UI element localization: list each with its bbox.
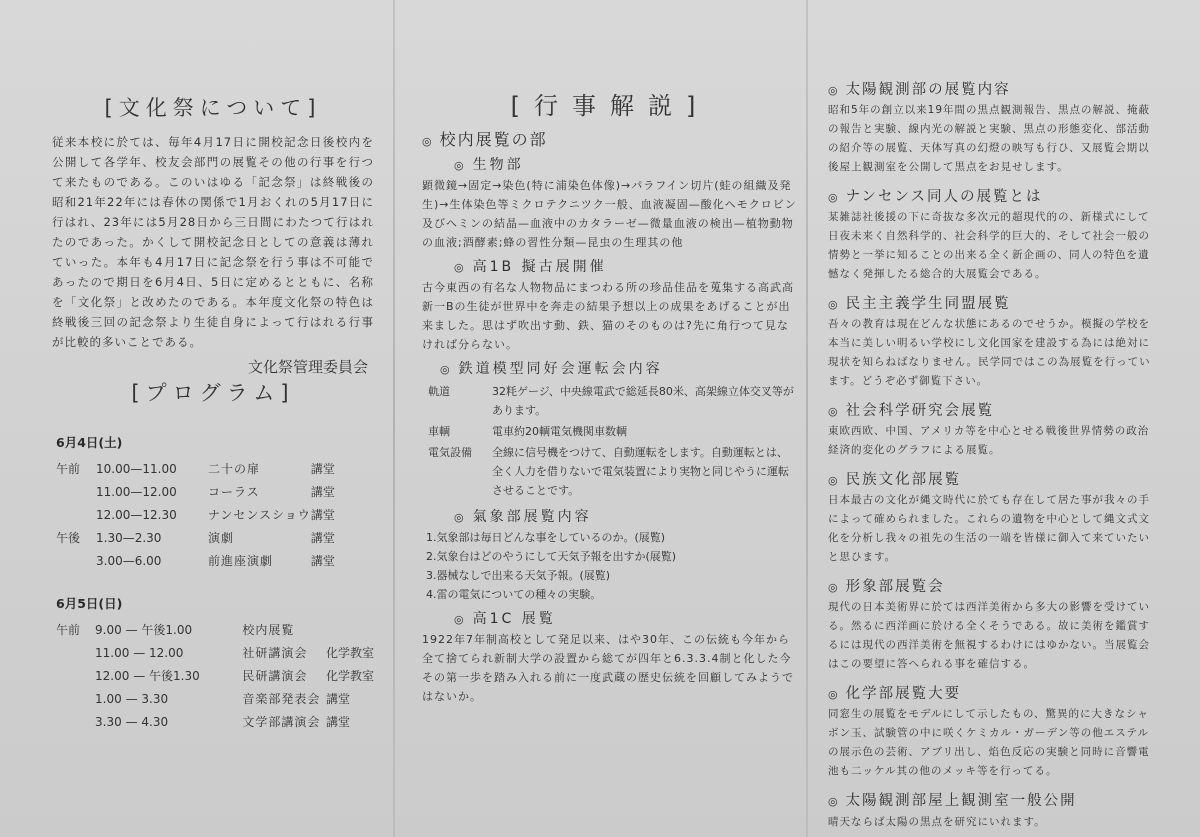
social-science-heading [828, 399, 1156, 420]
table-row [424, 443, 796, 500]
social-science-text: 東欧西欧、中国、アメリカ等を中心とせる戦後世界情勢の政治経済的変化のグラフによる展覧。 [828, 425, 1150, 456]
class-1b-heading [454, 256, 798, 276]
table-row [424, 382, 796, 420]
folk-culture-text: 日本最古の文化が縄文時代に於ても存在して居た事が我々の手によって確められました。これらの遺物を中心として縄文式文化を分析し我々の祖先の生活の一端を皆様に御入て来ていたいと思ひます。 [828, 494, 1150, 563]
time-cell: 11.00—12.00 [96, 484, 177, 499]
class-1c-heading-label: 高1C 展覧 [472, 611, 556, 627]
bullet-icon: ◎ [454, 613, 467, 626]
period-cell [52, 480, 96, 503]
bullet-icon: ◎ [454, 159, 467, 172]
period-cell [52, 664, 95, 687]
solar-exhibit-heading-label: 太陽観測部の展覧内容 [845, 82, 1011, 98]
nonsense-text: 某雑誌社後援の下に奇抜な多次元的超現代的の、新様式にして日夜未来く自然科学的、社会科学的巨大的、そして社会一般の情勢と一挙に知ることの出来る全く新企画の、同人の特色を遺憾なく発揮したる総合的大展覧会である。 [828, 211, 1150, 280]
time-cell: 11.00 — 12.00 [95, 645, 184, 660]
railway-heading-label: 鉄道模型同好会運転会内容 [458, 361, 663, 377]
time-cell: 3.00—6.00 [96, 553, 162, 568]
period-cell [52, 710, 95, 733]
event-cell: コーラス [208, 485, 260, 499]
venue-cell: 講堂 [310, 531, 335, 545]
solar-exhibit-heading [828, 78, 1156, 99]
rail-key: 軌道 [428, 385, 450, 398]
period-cell [52, 503, 96, 526]
chemistry-text: 同窓生の展覧をモデルにして示したもの、驚異的に大きなシャボン玉、試験管の中に咲くケミカル・ガーデン等の他エステルの展示色の芸術、アブリ出し、焰色反応の実験と同時に音響電池も二ッケル其の他のメッキ等を行ってる。 [828, 708, 1150, 777]
bullet-icon: ◎ [828, 191, 840, 204]
weather-heading-label: 氣象部展覧内容 [472, 509, 592, 525]
venue-cell [326, 618, 374, 641]
exhibit-heading-label: 校内展覧の部 [439, 130, 548, 149]
venue-cell: 講堂 [310, 508, 335, 522]
day2-label: 6月5日(日) [56, 596, 123, 611]
railway-table [422, 380, 798, 502]
venue-cell: 講堂 [325, 715, 350, 729]
table-row [52, 664, 374, 687]
table-row [424, 422, 796, 441]
rail-value: 32粍ゲージ、中央線電武で総延長80米、高架線立体交叉等があります。 [492, 385, 794, 417]
festival-title: [文化祭について] [104, 96, 322, 120]
event-cell: 校内展覧 [242, 623, 295, 637]
time-cell: 3.30 — 4.30 [95, 714, 169, 729]
time-cell: 12.00—12.30 [96, 507, 177, 522]
events-title: [行事解説] [510, 92, 710, 120]
event-cell: 二十の扉 [208, 462, 261, 476]
list-item: 3.器械なしで出来る天気予報。(展覧) [426, 569, 611, 582]
event-cell: 文学部講演会 [242, 715, 321, 729]
exhibit-heading [422, 127, 798, 150]
period-cell [52, 549, 96, 572]
chemistry-heading-label: 化学部展覧大要 [845, 686, 962, 702]
list-item: 4.雷の電気についての種々の実験。 [426, 588, 602, 601]
chemistry-heading [828, 682, 1156, 703]
bullet-icon: ◎ [828, 298, 840, 311]
table-row [52, 503, 351, 526]
column-right [808, 0, 1200, 837]
venue-cell: 講堂 [325, 692, 350, 706]
fold-line-left [393, 0, 395, 837]
table-row [52, 687, 374, 710]
bullet-icon: ◎ [440, 363, 453, 376]
venue-cell: 化学教室 [325, 646, 374, 660]
democratic-league-heading [828, 292, 1156, 313]
class-1c-heading [454, 608, 798, 628]
table-row [52, 710, 374, 733]
art-club-heading [828, 575, 1156, 596]
rooftop-observatory-text: 晴天ならば太陽の黒点を研究にいれます。 [828, 816, 1046, 828]
bullet-icon: ◎ [828, 581, 840, 594]
nonsense-heading [828, 185, 1156, 206]
column-middle [396, 0, 808, 837]
day1-label: 6月4日(土) [56, 435, 123, 450]
event-cell: 前進座演劇 [208, 554, 274, 568]
biology-heading [454, 154, 798, 174]
rail-value: 電車約20輌電気機関車数輌 [492, 425, 627, 438]
column-left [0, 0, 392, 837]
table-row [52, 480, 351, 503]
class-1c-text: 1922年7年制高校として発足以来、はや30年、この伝統も今年から全て捨てられ新制大学の設置から総てが四年と6.3.3.4制と化した今その第一歩を踏み入れる前に一度武蔵の歴史伝統を回顧してみようではないか。 [422, 633, 794, 703]
bullet-icon: ◎ [422, 135, 434, 148]
program-title: [プログラム] [131, 381, 295, 405]
rooftop-observatory-heading-label: 太陽観測部屋上観測室一般公開 [845, 793, 1077, 809]
biology-text: 顕微鏡→固定→染色(特に浦染色体像)→パラフイン切片(蛙の組織及発生)→生体染色等ミクロテクニツク一般、血液凝固—酸化ヘモクロビン及びヘミンの結晶—血液中のカタラーゼ—微量血液の検出—植物動物の血液;酒酵素;蜂の習性分類—昆虫の生理其の他 [422, 179, 797, 249]
bullet-icon: ◎ [828, 474, 840, 487]
day1-schedule [52, 457, 351, 572]
event-cell: 演劇 [208, 531, 235, 545]
social-science-heading-label: 社会科学研究会展覧 [845, 403, 995, 419]
time-cell: 12.00 — 午後1.30 [95, 669, 200, 683]
table-row [52, 549, 351, 572]
list-item: 1.気象部は毎日どんな事をしているのか。(展覧) [426, 531, 666, 544]
solar-exhibit-text: 昭和5年の創立以来19年間の黒点観測報告、黒点の解説、掩蔽の報告と実験、線内光の解説と実験、黒点の形態変化、部活動の紹介等の展覧、天体写真の幻燈の映写も行ひ、又展覧会期以後屋上観測室を公開して黒点をお見せします。 [828, 104, 1151, 173]
table-row [52, 457, 351, 480]
weather-list [422, 528, 798, 604]
period-cell [52, 687, 95, 710]
democratic-league-heading-label: 民主主義学生同盟展覧 [845, 296, 1011, 312]
time-cell: 1.30—2.30 [96, 530, 162, 545]
democratic-league-text: 吾々の教育は現在どんな状態にあるのでせうか。模擬の学校を本当に美しい明るい学校にし文化国家を建設する為には絶対に現状を知らねばなりません。民学同ではこの為展覧を行っています。どうぞ必ず御覧下さい。 [828, 318, 1151, 387]
period-cell [52, 641, 95, 664]
day2-schedule [52, 618, 374, 733]
class-1b-heading-label: 高1B 擬古展開催 [472, 259, 607, 275]
bullet-icon: ◎ [454, 261, 467, 274]
rail-key: 車輌 [428, 425, 450, 438]
art-club-text: 現代の日本美術界に於ては西洋美術から多大の影響を受けている。然るに西洋画に於ける全くそうである。故に美術を鑑賞するには現代の西洋美術を無視するわけにはゆかない。当展覧会はこの要望に答へられる事を確信する。 [828, 601, 1150, 670]
venue-cell: 講堂 [310, 554, 335, 568]
period-cell: 午後 [56, 531, 81, 545]
bullet-icon: ◎ [828, 688, 840, 701]
folk-culture-heading-label: 民族文化部展覧 [845, 472, 962, 488]
bullet-icon: ◎ [828, 84, 840, 97]
venue-cell: 講堂 [310, 485, 335, 499]
event-cell: 社研講演会 [242, 646, 308, 660]
art-club-heading-label: 形象部展覧会 [845, 579, 945, 595]
event-cell: 民研講演会 [242, 669, 308, 683]
folk-culture-heading [828, 468, 1156, 489]
event-cell: ナンセンスショウ [208, 508, 311, 522]
event-cell: 音楽部発表会 [242, 692, 321, 706]
bullet-icon: ◎ [828, 795, 840, 808]
time-cell: 1.00 — 3.30 [95, 691, 169, 706]
table-row [52, 641, 374, 664]
venue-cell: 講堂 [310, 462, 335, 476]
time-cell: 10.00—11.00 [96, 461, 177, 476]
list-item: 2.気象台はどのやうにして天気予報を出すか(展覧) [426, 550, 677, 563]
venue-cell: 化学教室 [325, 669, 374, 683]
table-row [52, 526, 351, 549]
railway-heading [440, 358, 798, 378]
bullet-icon: ◎ [828, 405, 840, 418]
period-cell: 午前 [56, 462, 81, 476]
class-1b-text: 古今東西の有名な人物物品にまつわる所の珍品佳品を蒐集する高武高新一Bの生徒が世界中を奔走の結果予想以上の成果をあげることが出来ました。思はず吹出す動、鉄、猫のそのものは?先に角行つて見なければ分らない。 [422, 281, 794, 351]
biology-heading-label: 生物部 [472, 157, 524, 173]
festival-intro: 従来本校に於ては、毎年4月17日に開校記念日後校内を公開して各学年、校友会部門の展覧その他の行事を行つて来たものである。このいはゆる「記念祭」は終戦後の昭和21年22年には春休の関係で1月おくれの5月17日に行はれ、23年には5月28日から三日間にわたつて行はれたのであった。かくして開校記念日としての意義は薄れていった。本年も4月17日に記念祭を行う事は不可能であったので期日を6月4日、5日に定めるとともに、名称を「文化祭」と改めたのである。本年度文化祭の特色は終戦後三回の記念祭より生徒自身によって行はれる行事が比較的多いことである。 [52, 135, 374, 349]
rooftop-observatory-heading [828, 789, 1156, 810]
committee-signature: 文化祭管理委員会 [247, 358, 368, 376]
table-row [52, 618, 374, 641]
nonsense-heading-label: ナンセンス同人の展覧とは [845, 189, 1043, 205]
bullet-icon: ◎ [454, 511, 467, 524]
rail-value: 全線に信号機をつけて、自動運転をします。自動運転とは、全く人力を借りないで電気装置により実物と同じやうに運転させることです。 [492, 446, 789, 497]
period-cell: 午前 [56, 623, 81, 637]
time-cell: 9.00 — 午後1.00 [95, 623, 193, 637]
rail-key: 電気設備 [428, 446, 472, 459]
weather-heading [454, 506, 798, 526]
